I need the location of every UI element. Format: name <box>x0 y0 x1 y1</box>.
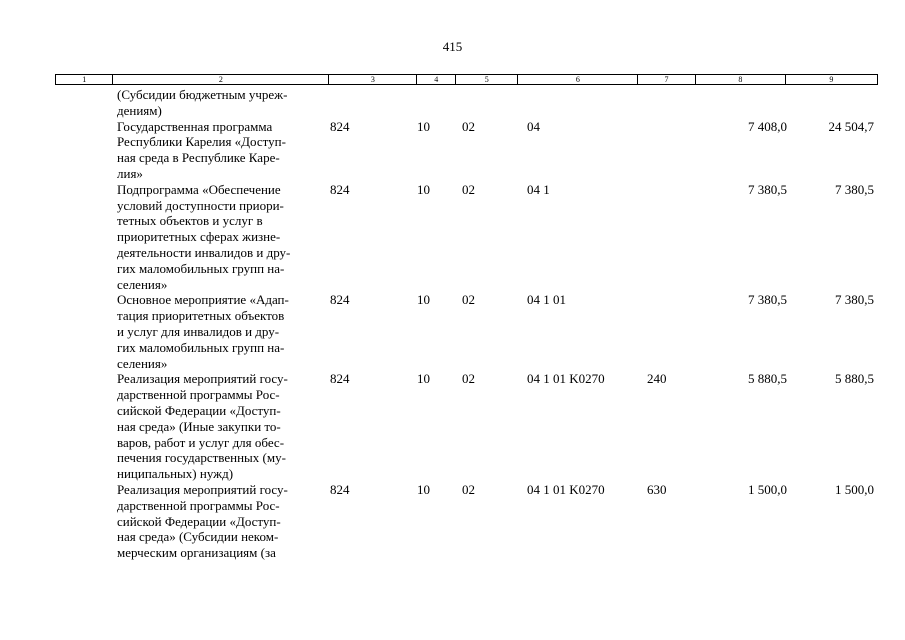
row-spacer <box>0 482 117 561</box>
row-expense-type: 240 <box>647 371 667 387</box>
row-spacer <box>0 182 117 293</box>
row-spacer <box>0 371 117 482</box>
row-target-article: 04 1 01 K0270 <box>527 371 605 387</box>
column-header-4: 4 <box>417 75 456 84</box>
row-subsection: 02 <box>462 292 475 308</box>
row-name: Подпрограмма «Обеспечение условий доступности приори- тетных объектов и услуг в приоритетных сферах жизне- деятельности инвалидов и дру- гих маломобильных групп на- селения» <box>117 181 291 292</box>
column-header-2: 2 <box>113 75 329 84</box>
row-subsection <box>462 87 527 119</box>
column-header-6: 6 <box>518 75 638 84</box>
row-sum-1: 5 880,5 <box>748 371 787 387</box>
row-code: 824 <box>330 118 350 134</box>
column-header-7: 7 <box>638 75 695 84</box>
row-target-article <box>527 87 647 119</box>
row-code: 824 <box>330 371 350 387</box>
column-header-5: 5 <box>456 75 518 84</box>
row-sum-2: 1 500,0 <box>835 481 874 497</box>
row-section: 10 <box>417 118 430 134</box>
row-section: 10 <box>417 371 430 387</box>
row-sum-1: 7 380,5 <box>748 292 787 308</box>
row-code <box>330 87 417 119</box>
column-header-8: 8 <box>696 75 786 84</box>
row-expense-type <box>647 87 727 119</box>
row-spacer <box>0 87 117 119</box>
row-sum-1: 1 500,0 <box>748 481 787 497</box>
row-section: 10 <box>417 292 430 308</box>
row-expense-type <box>647 119 727 182</box>
column-header-3: 3 <box>329 75 417 84</box>
row-subsection: 02 <box>462 118 475 134</box>
table-row <box>0 292 905 371</box>
row-code: 824 <box>330 292 350 308</box>
row-target-article: 04 1 <box>527 181 550 197</box>
row-sum-2: 7 380,5 <box>835 292 874 308</box>
page-number: 415 <box>442 39 463 54</box>
row-expense-type <box>647 292 727 371</box>
row-code: 824 <box>330 181 350 197</box>
row-name: Реализация мероприятий госу- дарственной программы Рос- сийской Федерации «Доступ- ная среда» (Субсидии неком- мерческим организациям (за <box>117 481 288 561</box>
row-sum-1: 7 380,5 <box>748 181 787 197</box>
table-row <box>0 87 905 119</box>
row-expense-type <box>647 182 727 293</box>
row-name: Государственная программа Республики Карелия «Доступ- ная среда в Республике Каре- лия» <box>117 118 286 181</box>
row-name: (Субсидии бюджетным учреж- дениям) <box>117 87 288 118</box>
table-row <box>0 371 905 482</box>
row-target-article: 04 1 01 K0270 <box>527 481 605 497</box>
table-row <box>0 182 905 293</box>
row-name: Реализация мероприятий госу- дарственной программы Рос- сийской Федерации «Доступ- ная среда» (Иные закупки то- варов, работ и услуг для обес- печения государственных (му- ниципальных) нужд) <box>117 371 288 482</box>
row-sum-2: 24 504,7 <box>828 118 874 134</box>
row-sum-2: 5 880,5 <box>835 371 874 387</box>
row-target-article: 04 <box>527 118 540 134</box>
table-row <box>0 119 905 182</box>
table-header <box>55 74 878 85</box>
column-header-1: 1 <box>56 75 113 84</box>
row-target-article: 04 1 01 <box>527 292 566 308</box>
row-spacer <box>0 292 117 371</box>
row-sum-2 <box>787 87 874 119</box>
row-section <box>417 87 462 119</box>
row-subsection: 02 <box>462 371 475 387</box>
table-row <box>0 482 905 561</box>
table-body <box>0 87 905 561</box>
row-name: Основное мероприятие «Адап- тация приоритетных объектов и услуг для инвалидов и дру- гих маломобильных групп на- селения» <box>117 292 289 371</box>
column-header-9: 9 <box>829 75 834 84</box>
row-code: 824 <box>330 481 350 497</box>
row-subsection: 02 <box>462 481 475 497</box>
row-section: 10 <box>417 181 430 197</box>
row-subsection: 02 <box>462 181 475 197</box>
row-sum-1: 7 408,0 <box>748 118 787 134</box>
row-sum-2: 7 380,5 <box>835 181 874 197</box>
row-section: 10 <box>417 481 430 497</box>
row-spacer <box>0 119 117 182</box>
row-expense-type: 630 <box>647 481 667 497</box>
row-sum-1 <box>727 87 787 119</box>
